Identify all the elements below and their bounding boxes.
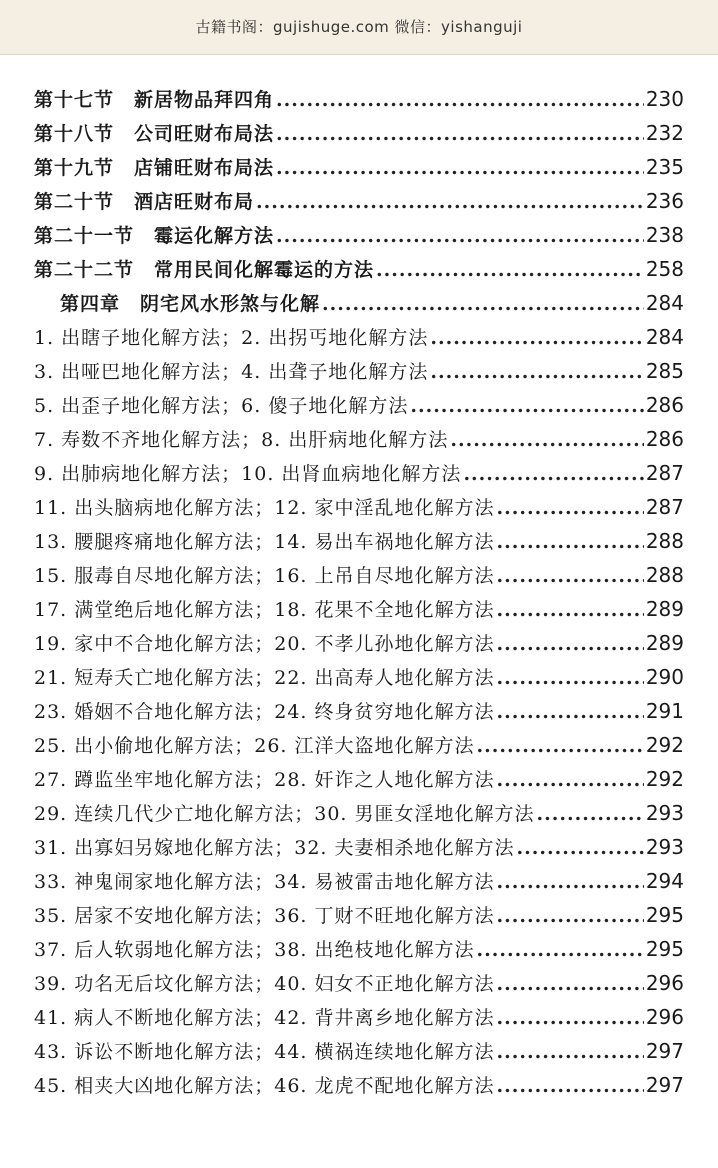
toc-entry: [34, 252, 684, 286]
toc-page-number: 294: [645, 869, 684, 893]
toc-page-number: 297: [645, 1039, 684, 1063]
toc-entry-title: 第二十节 酒店旺财布局: [34, 191, 255, 213]
toc-page-number: 258: [645, 257, 684, 281]
toc-entry: [34, 456, 684, 490]
toc-entry-title: 3. 出哑巴地化解方法；4. 出聋子地化解方法: [34, 361, 429, 383]
toc-dot-leader: [497, 627, 644, 661]
toc-dot-leader: [463, 457, 643, 491]
toc-page-number: 293: [645, 801, 684, 825]
toc-entry: [34, 728, 684, 762]
toc-entry: [34, 1068, 684, 1102]
toc-dot-leader: [497, 865, 644, 899]
toc-entry: [34, 354, 684, 388]
toc-entry-title: 9. 出肺病地化解方法；10. 出肾血病地化解方法: [34, 463, 462, 485]
toc-entry: [34, 592, 684, 626]
toc-page-number: 284: [645, 325, 684, 349]
toc-entry: [34, 796, 684, 830]
toc-entry-title: 37. 后人软弱地化解方法；38. 出绝枝地化解方法: [34, 939, 475, 961]
toc-dot-leader: [497, 593, 644, 627]
toc-page-number: 288: [645, 563, 684, 587]
toc-entry-title: 第十八节 公司旺财布局法: [34, 123, 275, 145]
toc-dot-leader: [537, 797, 644, 831]
toc-entry-title: 27. 蹲监坐牢地化解方法；28. 奸诈之人地化解方法: [34, 769, 495, 791]
toc-page-number: 232: [645, 121, 684, 145]
toc-page-number: 290: [645, 665, 684, 689]
toc-page-number: 287: [645, 495, 684, 519]
toc-dot-leader: [497, 491, 644, 525]
toc-dot-leader: [256, 185, 644, 219]
table-of-contents: [34, 82, 684, 1102]
toc-entry-title: 第四章 阴宅风水形煞与化解: [60, 293, 321, 315]
toc-page-number: 288: [645, 529, 684, 553]
toc-page-number: 284: [645, 291, 684, 315]
toc-entry: [34, 218, 684, 252]
toc-entry: [34, 626, 684, 660]
toc-page-number: 235: [645, 155, 684, 179]
toc-dot-leader: [497, 899, 644, 933]
toc-dot-leader: [430, 355, 643, 389]
toc-page-number: 236: [645, 189, 684, 213]
toc-entry-title: 25. 出小偷地化解方法；26. 江洋大盗地化解方法: [34, 735, 475, 757]
toc-dot-leader: [276, 219, 644, 253]
toc-entry-title: 41. 病人不断地化解方法；42. 背井离乡地化解方法: [34, 1007, 495, 1029]
toc-entry-title: 39. 功名无后坟化解方法；40. 妇女不正地化解方法: [34, 973, 495, 995]
toc-entry-title: 33. 神鬼闹家地化解方法；34. 易被雷击地化解方法: [34, 871, 495, 893]
toc-entry-title: 第二十二节 常用民间化解霉运的方法: [34, 259, 375, 281]
toc-entry: [34, 320, 684, 354]
toc-entry-title: 35. 居家不安地化解方法；36. 丁财不旺地化解方法: [34, 905, 495, 927]
toc-page-number: 291: [645, 699, 684, 723]
toc-entry: [34, 898, 684, 932]
toc-dot-leader: [322, 287, 644, 321]
toc-dot-leader: [497, 695, 644, 729]
toc-page-number: 295: [645, 903, 684, 927]
toc-dot-leader: [497, 1035, 644, 1069]
toc-entry: [34, 286, 684, 320]
toc-page-number: 293: [645, 835, 684, 859]
toc-dot-leader: [497, 763, 644, 797]
toc-dot-leader: [450, 423, 643, 457]
toc-page-number: 292: [645, 733, 684, 757]
toc-page-number: 287: [645, 461, 684, 485]
toc-entry: [34, 422, 684, 456]
toc-dot-leader: [410, 389, 643, 423]
toc-dot-leader: [497, 661, 644, 695]
toc-entry: [34, 966, 684, 1000]
toc-dot-leader: [276, 117, 644, 151]
toc-page-number: 295: [645, 937, 684, 961]
toc-page-number: 238: [645, 223, 684, 247]
toc-entry: [34, 1034, 684, 1068]
toc-entry: [34, 558, 684, 592]
toc-page-number: 285: [645, 359, 684, 383]
toc-entry-title: 19. 家中不合地化解方法；20. 不孝儿孙地化解方法: [34, 633, 495, 655]
toc-dot-leader: [376, 253, 644, 287]
toc-entry: [34, 864, 684, 898]
toc-dot-leader: [497, 559, 644, 593]
toc-entry-title: 1. 出瞎子地化解方法；2. 出拐丐地化解方法: [34, 327, 429, 349]
toc-entry: [34, 694, 684, 728]
toc-page-number: 292: [645, 767, 684, 791]
toc-entry: [34, 490, 684, 524]
toc-dot-leader: [497, 1069, 644, 1103]
toc-page-number: 289: [645, 597, 684, 621]
toc-entry: [34, 388, 684, 422]
toc-entry-title: 15. 服毒自尽地化解方法；16. 上吊自尽地化解方法: [34, 565, 495, 587]
toc-dot-leader: [430, 321, 643, 355]
toc-entry-title: 5. 出歪子地化解方法；6. 傻子地化解方法: [34, 395, 409, 417]
toc-dot-leader: [497, 525, 644, 559]
toc-entry: [34, 184, 684, 218]
toc-dot-leader: [497, 1001, 644, 1035]
toc-page-number: 230: [645, 87, 684, 111]
toc-dot-leader: [276, 151, 644, 185]
toc-entry-title: 29. 连续几代少亡地化解方法；30. 男匪女淫地化解方法: [34, 803, 535, 825]
toc-entry-title: 31. 出寡妇另嫁地化解方法；32. 夫妻相杀地化解方法: [34, 837, 515, 859]
toc-entry: [34, 150, 684, 184]
toc-page-number: 286: [645, 427, 684, 451]
toc-entry: [34, 524, 684, 558]
toc-entry-title: 11. 出头脑病地化解方法；12. 家中淫乱地化解方法: [34, 497, 495, 519]
toc-page-number: 286: [645, 393, 684, 417]
toc-entry: [34, 82, 684, 116]
site-watermark: 古籍书阁：gujishuge.com 微信：yishanguji: [195, 18, 523, 36]
toc-entry-title: 23. 婚姻不合地化解方法；24. 终身贫穷地化解方法: [34, 701, 495, 723]
toc-entry: [34, 762, 684, 796]
toc-page-number: 289: [645, 631, 684, 655]
toc-entry-title: 第十七节 新居物品拜四角: [34, 89, 275, 111]
toc-entry-title: 7. 寿数不齐地化解方法；8. 出肝病地化解方法: [34, 429, 449, 451]
toc-entry-title: 第十九节 店铺旺财布局法: [34, 157, 275, 179]
toc-dot-leader: [497, 967, 644, 1001]
toc-dot-leader: [477, 729, 644, 763]
toc-entry-title: 第二十一节 霉运化解方法: [34, 225, 275, 247]
toc-entry: [34, 660, 684, 694]
toc-dot-leader: [517, 831, 644, 865]
toc-entry: [34, 1000, 684, 1034]
toc-entry-title: 21. 短寿夭亡地化解方法；22. 出高寿人地化解方法: [34, 667, 495, 689]
toc-entry: [34, 932, 684, 966]
toc-entry-title: 13. 腰腿疼痛地化解方法；14. 易出车祸地化解方法: [34, 531, 495, 553]
toc-entry: [34, 116, 684, 150]
toc-page-number: 296: [645, 971, 684, 995]
toc-page-number: 297: [645, 1073, 684, 1097]
toc-entry: [34, 830, 684, 864]
toc-entry-title: 43. 诉讼不断地化解方法；44. 横祸连续地化解方法: [34, 1041, 495, 1063]
toc-dot-leader: [276, 83, 644, 117]
toc-page-number: 296: [645, 1005, 684, 1029]
toc-dot-leader: [477, 933, 644, 967]
toc-entry-title: 17. 满堂绝后地化解方法；18. 花果不全地化解方法: [34, 599, 495, 621]
toc-entry-title: 45. 相夹大凶地化解方法；46. 龙虎不配地化解方法: [34, 1075, 495, 1097]
